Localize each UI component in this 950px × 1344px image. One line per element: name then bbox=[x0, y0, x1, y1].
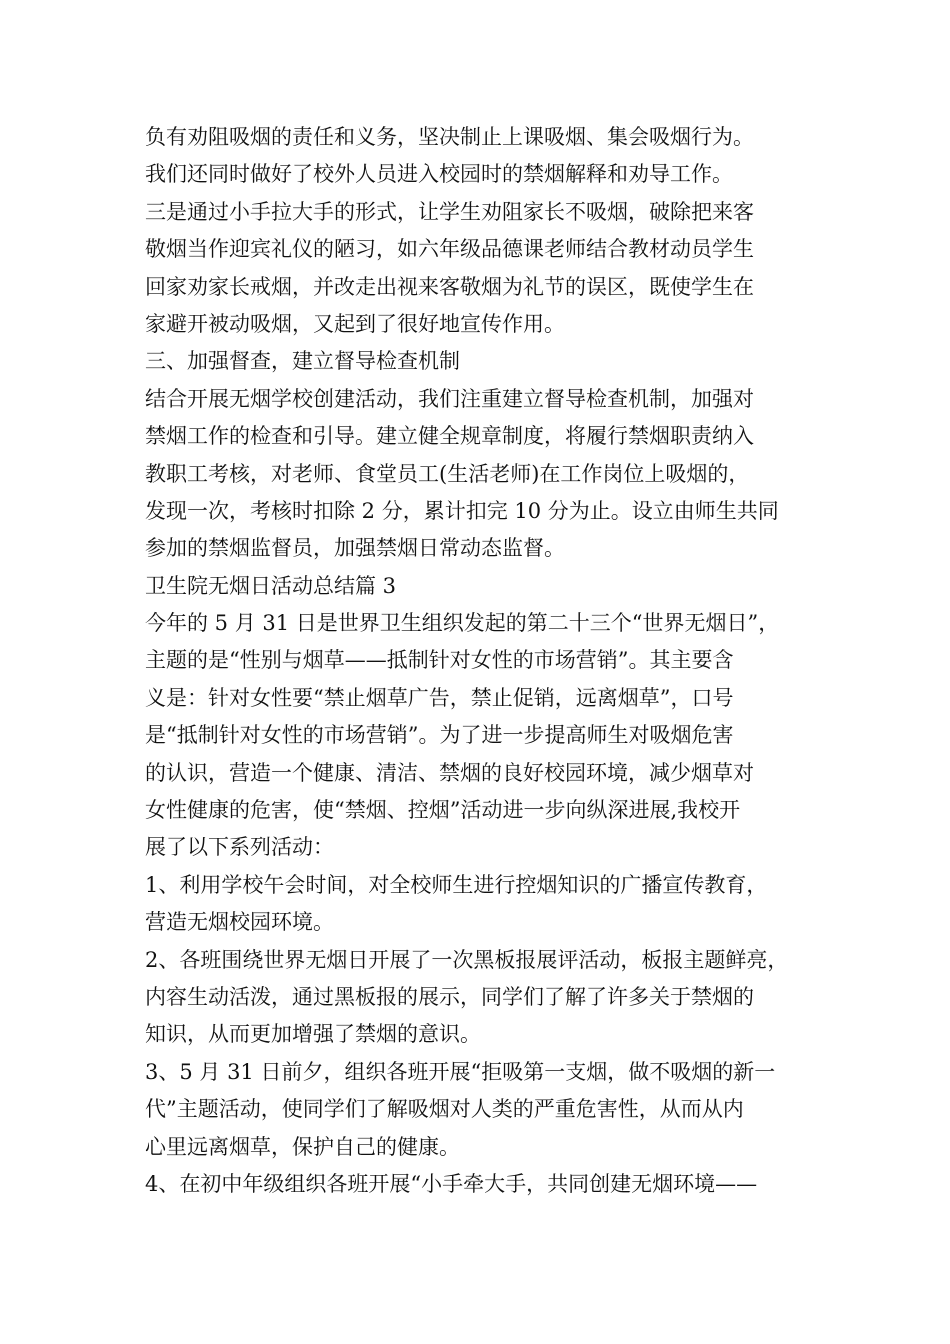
text-line: 三是通过小手拉大手的形式，让学生劝阻家长不吸烟，破除把来客 bbox=[145, 199, 754, 224]
text-line: 今年的 5 月 31 日是世界卫生组织发起的第二十三个“世界无烟日”， bbox=[145, 611, 780, 636]
text-line: 义是：针对女性要“禁止烟草广告，禁止促销，远离烟草”，口号 bbox=[145, 685, 734, 710]
text-line: 发现一次，考核时扣除 2 分，累计扣完 10 分为止。设立由师生共同 bbox=[145, 498, 779, 523]
text-line: 主题的是“性别与烟草——抵制针对女性的市场营销”。其主要含 bbox=[145, 648, 734, 673]
text-line: 心里远离烟草，保护自己的健康。 bbox=[145, 1134, 460, 1159]
text-line: 回家劝家长戒烟，并改走出视来客敬烟为礼节的误区，既使学生在 bbox=[145, 274, 754, 299]
text-line: 代”主题活动，使同学们了解吸烟对人类的严重危害性，从而从内 bbox=[145, 1097, 744, 1122]
article-title: 卫生院无烟日活动总结篇 3 bbox=[145, 573, 397, 598]
text-line: 家避开被动吸烟，又起到了很好地宣传作用。 bbox=[145, 311, 565, 336]
text-line: 展了以下系列活动： bbox=[145, 835, 334, 860]
list-item: 2、各班围绕世界无烟日开展了一次黑板报展评活动，板报主题鲜亮， bbox=[145, 947, 789, 972]
text-line: 结合开展无烟学校创建活动，我们注重建立督导检查机制，加强对 bbox=[145, 386, 754, 411]
text-line: 教职工考核，对老师、食堂员工(生活老师)在工作岗位上吸烟的， bbox=[145, 461, 750, 486]
section-heading: 三、加强督查，建立督导检查机制 bbox=[145, 349, 460, 374]
text-line: 参加的禁烟监督员，加强禁烟日常动态监督。 bbox=[145, 536, 565, 561]
text-line: 禁烟工作的检查和引导。建立健全规章制度，将履行禁烟职责纳入 bbox=[145, 424, 754, 449]
text-line: 敬烟当作迎宾礼仪的陋习，如六年级品德课老师结合教材动员学生 bbox=[145, 237, 754, 262]
document-body bbox=[145, 119, 825, 1203]
text-line: 内容生动活泼，通过黑板报的展示，同学们了解了许多关于禁烟的 bbox=[145, 984, 754, 1009]
list-item: 3、5 月 31 日前夕，组织各班开展“拒吸第一支烟，做不吸烟的新一 bbox=[145, 1059, 776, 1084]
list-item: 1、利用学校午会时间，对全校师生进行控烟知识的广播宣传教育， bbox=[145, 872, 768, 897]
text-line: 知识，从而更加增强了禁烟的意识。 bbox=[145, 1022, 481, 1047]
text-line: 的认识，营造一个健康、清洁、禁烟的良好校园环境，减少烟草对 bbox=[145, 760, 754, 785]
text-line: 营造无烟校园环境。 bbox=[145, 910, 334, 935]
list-item: 4、在初中年级组织各班开展“小手牵大手，共同创建无烟环境—— bbox=[145, 1171, 758, 1196]
text-line: 女性健康的危害，使“禁烟、控烟”活动进一步向纵深进展,我校开 bbox=[145, 798, 741, 823]
text-line: 负有劝阻吸烟的责任和义务，坚决制止上课吸烟、集会吸烟行为。 bbox=[145, 125, 754, 149]
text-line: 是“抵制针对女性的市场营销”。为了进一步提高师生对吸烟危害 bbox=[145, 723, 734, 748]
text-line: 我们还同时做好了校外人员进入校园时的禁烟解释和劝导工作。 bbox=[145, 162, 733, 187]
